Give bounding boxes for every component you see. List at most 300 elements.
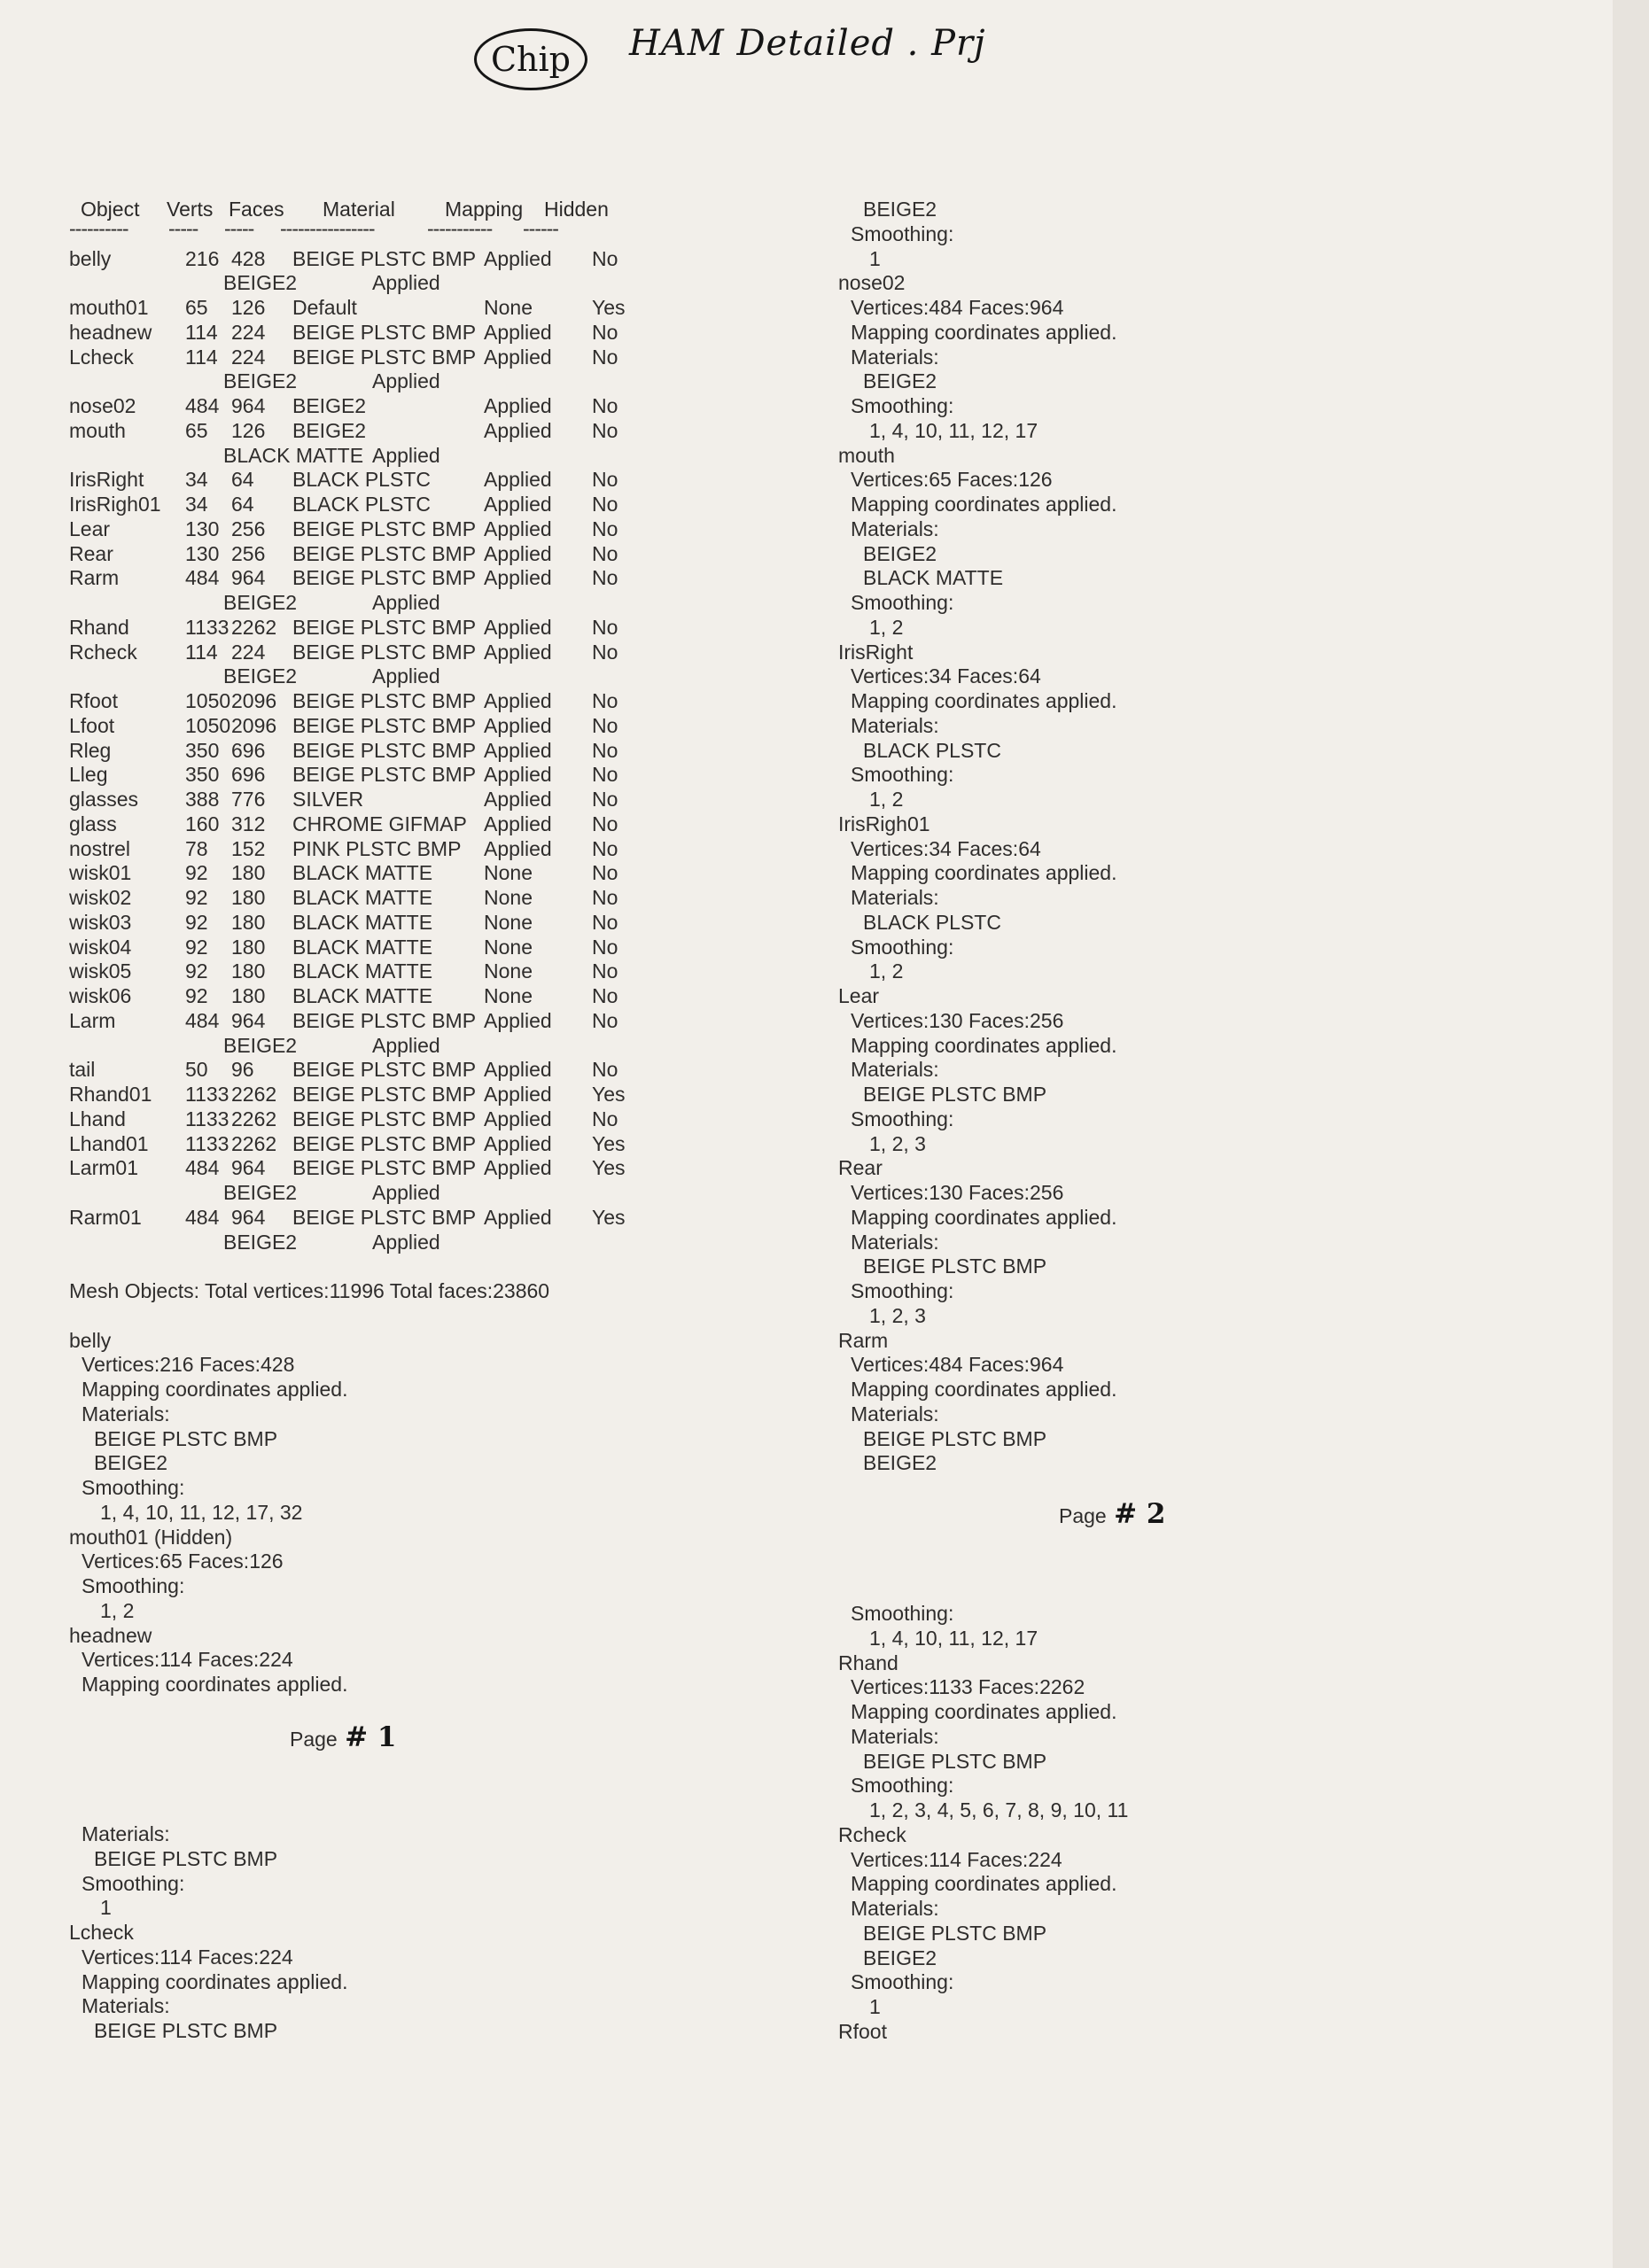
cell-material: BEIGE PLSTC BMP: [292, 320, 477, 344]
detail-line: Vertices:65 Faces:126: [851, 468, 1053, 492]
cell-object: tail: [69, 1058, 96, 1082]
detail-line: 1, 2: [869, 788, 904, 811]
cell-faces: 126: [231, 296, 266, 319]
cell-verts: 65: [185, 418, 208, 442]
detail-line: Mapping coordinates applied.: [851, 1872, 1117, 1896]
cell-faces: 152: [231, 836, 266, 860]
cell-verts: 130: [185, 517, 220, 540]
cell-verts: 1050: [185, 689, 231, 712]
cell-verts: 92: [185, 935, 208, 959]
cell-material: BEIGE PLSTC BMP: [292, 1008, 477, 1032]
cell-mapping: Applied: [484, 493, 552, 516]
cell-faces: 964: [231, 1008, 266, 1032]
page-edge: [1613, 0, 1649, 2268]
cell-hidden: No: [592, 984, 618, 1007]
cell-faces: 64: [231, 468, 254, 492]
cell-hidden: No: [592, 640, 618, 664]
detail-line: Vertices:130 Faces:256: [851, 1181, 1064, 1204]
detail-line: Materials:: [851, 517, 939, 540]
cell-hidden: No: [592, 836, 618, 860]
cell-mapping: Applied: [372, 1230, 440, 1254]
cell-hidden: No: [592, 394, 618, 417]
detail-line: Vertices:114 Faces:224: [851, 1847, 1062, 1871]
page-number-1: [290, 1721, 397, 1753]
cell-verts: 484: [185, 566, 220, 590]
cell-object: Rhand01: [69, 1083, 152, 1106]
cell-verts: 484: [185, 1008, 220, 1032]
cell-faces: 224: [231, 640, 266, 664]
table-row: [69, 493, 840, 517]
table-row: [69, 542, 840, 567]
table-row: [69, 616, 840, 641]
object-name: nose02: [838, 271, 906, 295]
cell-hidden: No: [592, 566, 618, 590]
detail-line: BEIGE PLSTC BMP: [863, 1254, 1047, 1278]
table-row: [69, 886, 840, 911]
cell-verts: 114: [185, 345, 218, 369]
object-name: IrisRight: [838, 640, 914, 664]
cell-mapping: Applied: [484, 836, 552, 860]
cell-faces: 180: [231, 910, 266, 934]
cell-material: BEIGE2: [223, 369, 298, 393]
cell-hidden: No: [592, 320, 618, 344]
detail-line: Vertices:130 Faces:256: [851, 1008, 1064, 1032]
cell-verts: 78: [185, 836, 208, 860]
cell-mapping: Applied: [484, 713, 552, 737]
cell-verts: 50: [185, 1058, 208, 1082]
cell-verts: 92: [185, 984, 208, 1007]
cell-object: Rear: [69, 541, 113, 565]
detail-line: Mapping coordinates applied.: [851, 1205, 1117, 1229]
cell-hidden: Yes: [592, 1131, 626, 1155]
cell-mapping: Applied: [484, 812, 552, 835]
separator-material: ----------------: [280, 216, 375, 240]
separator-object: ----------: [69, 216, 128, 240]
detail-line: Materials:: [851, 1058, 939, 1082]
cell-verts: 1133: [185, 615, 229, 639]
cell-mapping: Applied: [372, 591, 440, 614]
cell-material: BEIGE2: [223, 1033, 298, 1057]
cell-faces: 180: [231, 935, 266, 959]
detail-line: BEIGE2: [863, 1946, 937, 1969]
cell-hidden: No: [592, 493, 618, 516]
cell-object: wisk03: [69, 910, 132, 934]
cell-hidden: No: [592, 689, 618, 712]
cell-faces: 2096: [231, 713, 277, 737]
cell-hidden: No: [592, 713, 618, 737]
cell-hidden: No: [592, 468, 618, 492]
cell-material: BEIGE PLSTC BMP: [292, 566, 477, 590]
cell-mapping: Applied: [484, 541, 552, 565]
cell-material: BEIGE PLSTC BMP: [292, 1107, 477, 1130]
cell-verts: 1133: [185, 1107, 229, 1130]
cell-mapping: Applied: [372, 1181, 440, 1204]
cell-mapping: Applied: [484, 517, 552, 540]
table-row: [69, 1107, 840, 1132]
cell-material: BEIGE PLSTC BMP: [292, 1083, 477, 1106]
detail-line: 1, 2, 3: [869, 1131, 926, 1155]
cell-mapping: None: [484, 984, 533, 1007]
cell-mapping: Applied: [372, 271, 440, 295]
page-number-label: Page: [290, 1728, 338, 1751]
cell-material: BEIGE2: [223, 271, 298, 295]
detail-line: Materials:: [851, 345, 939, 369]
detail-line: Materials:: [851, 1897, 939, 1920]
detail-line: BEIGE PLSTC BMP: [863, 1083, 1047, 1106]
cell-material: BLACK MATTE: [292, 910, 433, 934]
detail-list-left-a: [69, 1329, 840, 1697]
cell-faces: 2262: [231, 1131, 277, 1155]
table-row: [69, 788, 840, 812]
detail-line: Mapping coordinates applied.: [851, 493, 1117, 516]
cell-faces: 96: [231, 1058, 254, 1082]
cell-material: BLACK MATTE: [292, 984, 433, 1007]
detail-line: Smoothing:: [851, 221, 954, 245]
detail-line: 1, 4, 10, 11, 12, 17: [869, 418, 1038, 442]
detail-line: 1, 2: [869, 615, 904, 639]
cell-verts: 130: [185, 541, 220, 565]
page-number-2: [1059, 1498, 1166, 1530]
cell-material: BEIGE PLSTC BMP: [292, 517, 477, 540]
cell-material: BEIGE PLSTC BMP: [292, 1058, 477, 1082]
cell-hidden: No: [592, 738, 618, 762]
detail-line: 1: [869, 1995, 881, 2018]
detail-line: BEIGE2: [863, 198, 937, 221]
cell-material: BEIGE PLSTC BMP: [292, 246, 477, 270]
detail-line: 1, 2, 3: [869, 1303, 926, 1327]
cell-object: Larm: [69, 1008, 116, 1032]
cell-object: mouth01: [69, 296, 149, 319]
detail-list-left-b: [69, 1822, 840, 2044]
cell-material: BEIGE PLSTC BMP: [292, 1131, 477, 1155]
cell-object: Lcheck: [69, 345, 134, 369]
cell-material: BEIGE PLSTC BMP: [292, 713, 477, 737]
object-name: Lcheck: [69, 1921, 134, 1944]
cell-hidden: No: [592, 788, 618, 811]
detail-line: BEIGE2: [863, 1451, 937, 1475]
header-object: Object: [81, 198, 140, 221]
cell-verts: 216: [185, 246, 220, 270]
detail-line: Vertices:484 Faces:964: [851, 1353, 1064, 1377]
cell-faces: 2096: [231, 689, 277, 712]
cell-object: wisk05: [69, 959, 132, 983]
cell-faces: 312: [231, 812, 266, 835]
cell-verts: 114: [185, 320, 218, 344]
spacer: [69, 1254, 840, 1279]
table-row: [69, 936, 840, 960]
cell-faces: 696: [231, 763, 266, 787]
table-row: [69, 1181, 840, 1206]
cell-verts: 34: [185, 468, 208, 492]
cell-hidden: No: [592, 1058, 618, 1082]
cell-hidden: No: [592, 418, 618, 442]
cell-material: BLACK MATTE: [223, 443, 364, 467]
table-row: [69, 1009, 840, 1034]
cell-object: Rcheck: [69, 640, 137, 664]
detail-line: 1, 2: [100, 1598, 135, 1622]
object-name: Lear: [838, 984, 880, 1007]
object-name: Rhand: [838, 1651, 898, 1674]
left-column-continued: [69, 1822, 840, 2044]
detail-line: Mapping coordinates applied.: [851, 1378, 1117, 1401]
cell-mapping: None: [484, 910, 533, 934]
table-row: [69, 837, 840, 862]
detail-line: BEIGE PLSTC BMP: [94, 2019, 278, 2042]
detail-line: BEIGE PLSTC BMP: [863, 1749, 1047, 1773]
cell-object: Larm01: [69, 1156, 138, 1180]
header-faces: Faces: [229, 198, 284, 221]
cell-object: headnew: [69, 320, 152, 344]
cell-verts: 350: [185, 763, 220, 787]
cell-faces: 2262: [231, 615, 277, 639]
cell-object: wisk06: [69, 984, 132, 1007]
table-row: [69, 468, 840, 493]
cell-material: BLACK MATTE: [292, 935, 433, 959]
detail-list-right-b: [838, 1602, 1600, 2045]
cell-verts: 160: [185, 812, 220, 835]
table-row: [69, 346, 840, 370]
cell-object: Rhand: [69, 615, 129, 639]
detail-line: BLACK PLSTC: [863, 910, 1001, 934]
cell-material: BLACK MATTE: [292, 886, 433, 909]
table-row: [69, 1034, 840, 1059]
cell-object: mouth: [69, 418, 126, 442]
detail-line: 1, 4, 10, 11, 12, 17, 32: [100, 1500, 303, 1524]
cell-mapping: None: [484, 959, 533, 983]
detail-line: Materials:: [851, 1230, 939, 1254]
handwritten-circled-label: Chip: [474, 28, 587, 90]
detail-line: Materials:: [82, 1402, 170, 1425]
cell-object: Rleg: [69, 738, 112, 762]
table-row: [69, 911, 840, 936]
detail-line: Mapping coordinates applied.: [851, 861, 1117, 885]
cell-faces: 696: [231, 738, 266, 762]
cell-mapping: Applied: [484, 1107, 552, 1130]
table-row: [69, 1132, 840, 1157]
cell-hidden: No: [592, 1008, 618, 1032]
detail-line: 1: [100, 1896, 112, 1920]
cell-material: BEIGE2: [223, 664, 298, 688]
cell-mapping: Applied: [484, 1008, 552, 1032]
cell-hidden: No: [592, 615, 618, 639]
cell-verts: 350: [185, 738, 220, 762]
separator-mapping: -----------: [427, 216, 493, 240]
cell-hidden: No: [592, 861, 618, 885]
cell-faces: 180: [231, 959, 266, 983]
detail-line: Smoothing:: [82, 1871, 185, 1895]
cell-object: Rarm01: [69, 1205, 142, 1229]
cell-verts: 1050: [185, 713, 231, 737]
table-row: [69, 444, 840, 469]
header-verts: Verts: [167, 198, 214, 221]
cell-material: BLACK PLSTC: [292, 493, 431, 516]
table-row: [69, 321, 840, 346]
cell-mapping: Applied: [372, 443, 440, 467]
detail-line: Mapping coordinates applied.: [851, 689, 1117, 712]
cell-mapping: Applied: [484, 1205, 552, 1229]
cell-hidden: Yes: [592, 1205, 626, 1229]
table-body: [69, 247, 840, 1255]
cell-hidden: No: [592, 763, 618, 787]
detail-line: BEIGE2: [863, 369, 937, 393]
table-row: [69, 959, 840, 984]
object-name: mouth: [838, 443, 895, 467]
cell-mapping: Applied: [484, 1058, 552, 1082]
cell-hidden: No: [592, 1107, 618, 1130]
cell-faces: 2262: [231, 1107, 277, 1130]
separator-faces: -----: [224, 216, 254, 240]
cell-material: BEIGE PLSTC BMP: [292, 615, 477, 639]
detail-line: Vertices:34 Faces:64: [851, 664, 1041, 688]
detail-line: Smoothing:: [82, 1476, 185, 1499]
cell-mapping: None: [484, 861, 533, 885]
object-name: mouth01 (Hidden): [69, 1525, 233, 1549]
cell-hidden: No: [592, 541, 618, 565]
cell-faces: 180: [231, 861, 266, 885]
detail-line: Smoothing:: [851, 1602, 954, 1625]
object-name: IrisRigh01: [838, 812, 930, 835]
cell-material: BEIGE PLSTC BMP: [292, 689, 477, 712]
cell-material: BEIGE2: [223, 591, 298, 614]
table-row: [69, 1156, 840, 1181]
page-number-handwritten: # 2: [1114, 1498, 1166, 1530]
cell-mapping: Applied: [484, 418, 552, 442]
cell-verts: 92: [185, 861, 208, 885]
page-number-label: Page: [1059, 1504, 1107, 1527]
detail-line: BLACK PLSTC: [863, 738, 1001, 762]
cell-verts: 92: [185, 959, 208, 983]
detail-line: BEIGE PLSTC BMP: [94, 1846, 278, 1870]
cell-hidden: Yes: [592, 296, 626, 319]
cell-hidden: No: [592, 910, 618, 934]
cell-faces: 256: [231, 541, 266, 565]
cell-object: Lfoot: [69, 713, 115, 737]
table-row: [69, 739, 840, 764]
table-row: [69, 861, 840, 886]
cell-mapping: Applied: [484, 615, 552, 639]
cell-material: BEIGE2: [292, 418, 367, 442]
object-name: Rcheck: [838, 1822, 906, 1846]
table-separator: [69, 216, 840, 247]
separator-hidden: ------: [523, 216, 558, 240]
detail-line: 1, 4, 10, 11, 12, 17: [869, 1626, 1038, 1650]
cell-mapping: Applied: [372, 369, 440, 393]
detail-line: BEIGE PLSTC BMP: [863, 1426, 1047, 1450]
cell-material: BEIGE PLSTC BMP: [292, 1205, 477, 1229]
detail-line: Mapping coordinates applied.: [851, 1700, 1117, 1723]
detail-line: BEIGE PLSTC BMP: [94, 1426, 278, 1450]
detail-line: Smoothing:: [851, 394, 954, 417]
cell-object: wisk01: [69, 861, 132, 885]
detail-line: Smoothing:: [82, 1574, 185, 1597]
object-name: belly: [69, 1328, 112, 1352]
cell-verts: 92: [185, 910, 208, 934]
table-row: [69, 369, 840, 394]
cell-material: BEIGE PLSTC BMP: [292, 541, 477, 565]
cell-material: BEIGE PLSTC BMP: [292, 763, 477, 787]
detail-line: Vertices:114 Faces:224: [82, 1945, 293, 1969]
cell-mapping: Applied: [372, 1033, 440, 1057]
cell-mapping: None: [484, 296, 533, 319]
table-row: [69, 763, 840, 788]
detail-line: Materials:: [851, 1724, 939, 1748]
object-name: headnew: [69, 1623, 152, 1647]
cell-material: BEIGE2: [223, 1230, 298, 1254]
table-row: [69, 641, 840, 665]
detail-line: Mapping coordinates applied.: [82, 1969, 348, 1993]
cell-mapping: Applied: [484, 763, 552, 787]
cell-object: glasses: [69, 788, 138, 811]
detail-line: Smoothing:: [851, 935, 954, 959]
cell-material: PINK PLSTC BMP: [292, 836, 462, 860]
cell-hidden: No: [592, 345, 618, 369]
detail-line: 1, 2, 3, 4, 5, 6, 7, 8, 9, 10, 11: [869, 1798, 1129, 1821]
right-column: [838, 198, 1600, 1476]
detail-line: Materials:: [851, 713, 939, 737]
detail-line: Mapping coordinates applied.: [82, 1673, 348, 1696]
page-number-handwritten: # 1: [345, 1721, 397, 1753]
detail-line: Smoothing:: [851, 1279, 954, 1302]
table-row: [69, 1206, 840, 1231]
cell-verts: 1133: [185, 1131, 229, 1155]
header-material: Material: [323, 198, 395, 221]
cell-verts: 484: [185, 394, 220, 417]
cell-mapping: Applied: [484, 345, 552, 369]
cell-faces: 964: [231, 566, 266, 590]
cell-hidden: No: [592, 886, 618, 909]
cell-mapping: Applied: [484, 738, 552, 762]
cell-hidden: No: [592, 517, 618, 540]
cell-faces: 256: [231, 517, 266, 540]
table-row: [69, 1231, 840, 1255]
detail-line: Vertices:34 Faces:64: [851, 836, 1041, 860]
cell-object: Lear: [69, 517, 111, 540]
cell-faces: 126: [231, 418, 266, 442]
cell-hidden: No: [592, 812, 618, 835]
detail-line: BEIGE2: [94, 1451, 168, 1475]
detail-line: Vertices:216 Faces:428: [82, 1353, 295, 1377]
cell-mapping: Applied: [484, 788, 552, 811]
cell-faces: 964: [231, 1156, 266, 1180]
cell-mapping: None: [484, 935, 533, 959]
table-row: [69, 664, 840, 689]
cell-material: BEIGE PLSTC BMP: [292, 1156, 477, 1180]
table-row: [69, 296, 840, 321]
cell-mapping: Applied: [484, 1156, 552, 1180]
cell-faces: 964: [231, 394, 266, 417]
cell-mapping: Applied: [484, 1131, 552, 1155]
detail-line: Mapping coordinates applied.: [851, 320, 1117, 344]
right-column-continued: [838, 1602, 1600, 2045]
detail-line: Vertices:65 Faces:126: [82, 1550, 284, 1573]
cell-faces: 180: [231, 984, 266, 1007]
cell-material: BEIGE2: [292, 394, 367, 417]
detail-line: Smoothing:: [851, 591, 954, 614]
table-row: [69, 394, 840, 419]
detail-line: Smoothing:: [851, 763, 954, 787]
left-column: [69, 198, 840, 1697]
cell-verts: 92: [185, 886, 208, 909]
detail-line: BEIGE PLSTC BMP: [863, 1921, 1047, 1945]
cell-object: Rarm: [69, 566, 120, 590]
detail-line: Vertices:484 Faces:964: [851, 296, 1064, 319]
cell-material: BEIGE PLSTC BMP: [292, 640, 477, 664]
detail-line: Smoothing:: [851, 1774, 954, 1798]
cell-verts: 388: [185, 788, 220, 811]
detail-line: Materials:: [82, 1822, 170, 1845]
detail-line: BEIGE2: [863, 541, 937, 565]
table-row: [69, 1058, 840, 1083]
